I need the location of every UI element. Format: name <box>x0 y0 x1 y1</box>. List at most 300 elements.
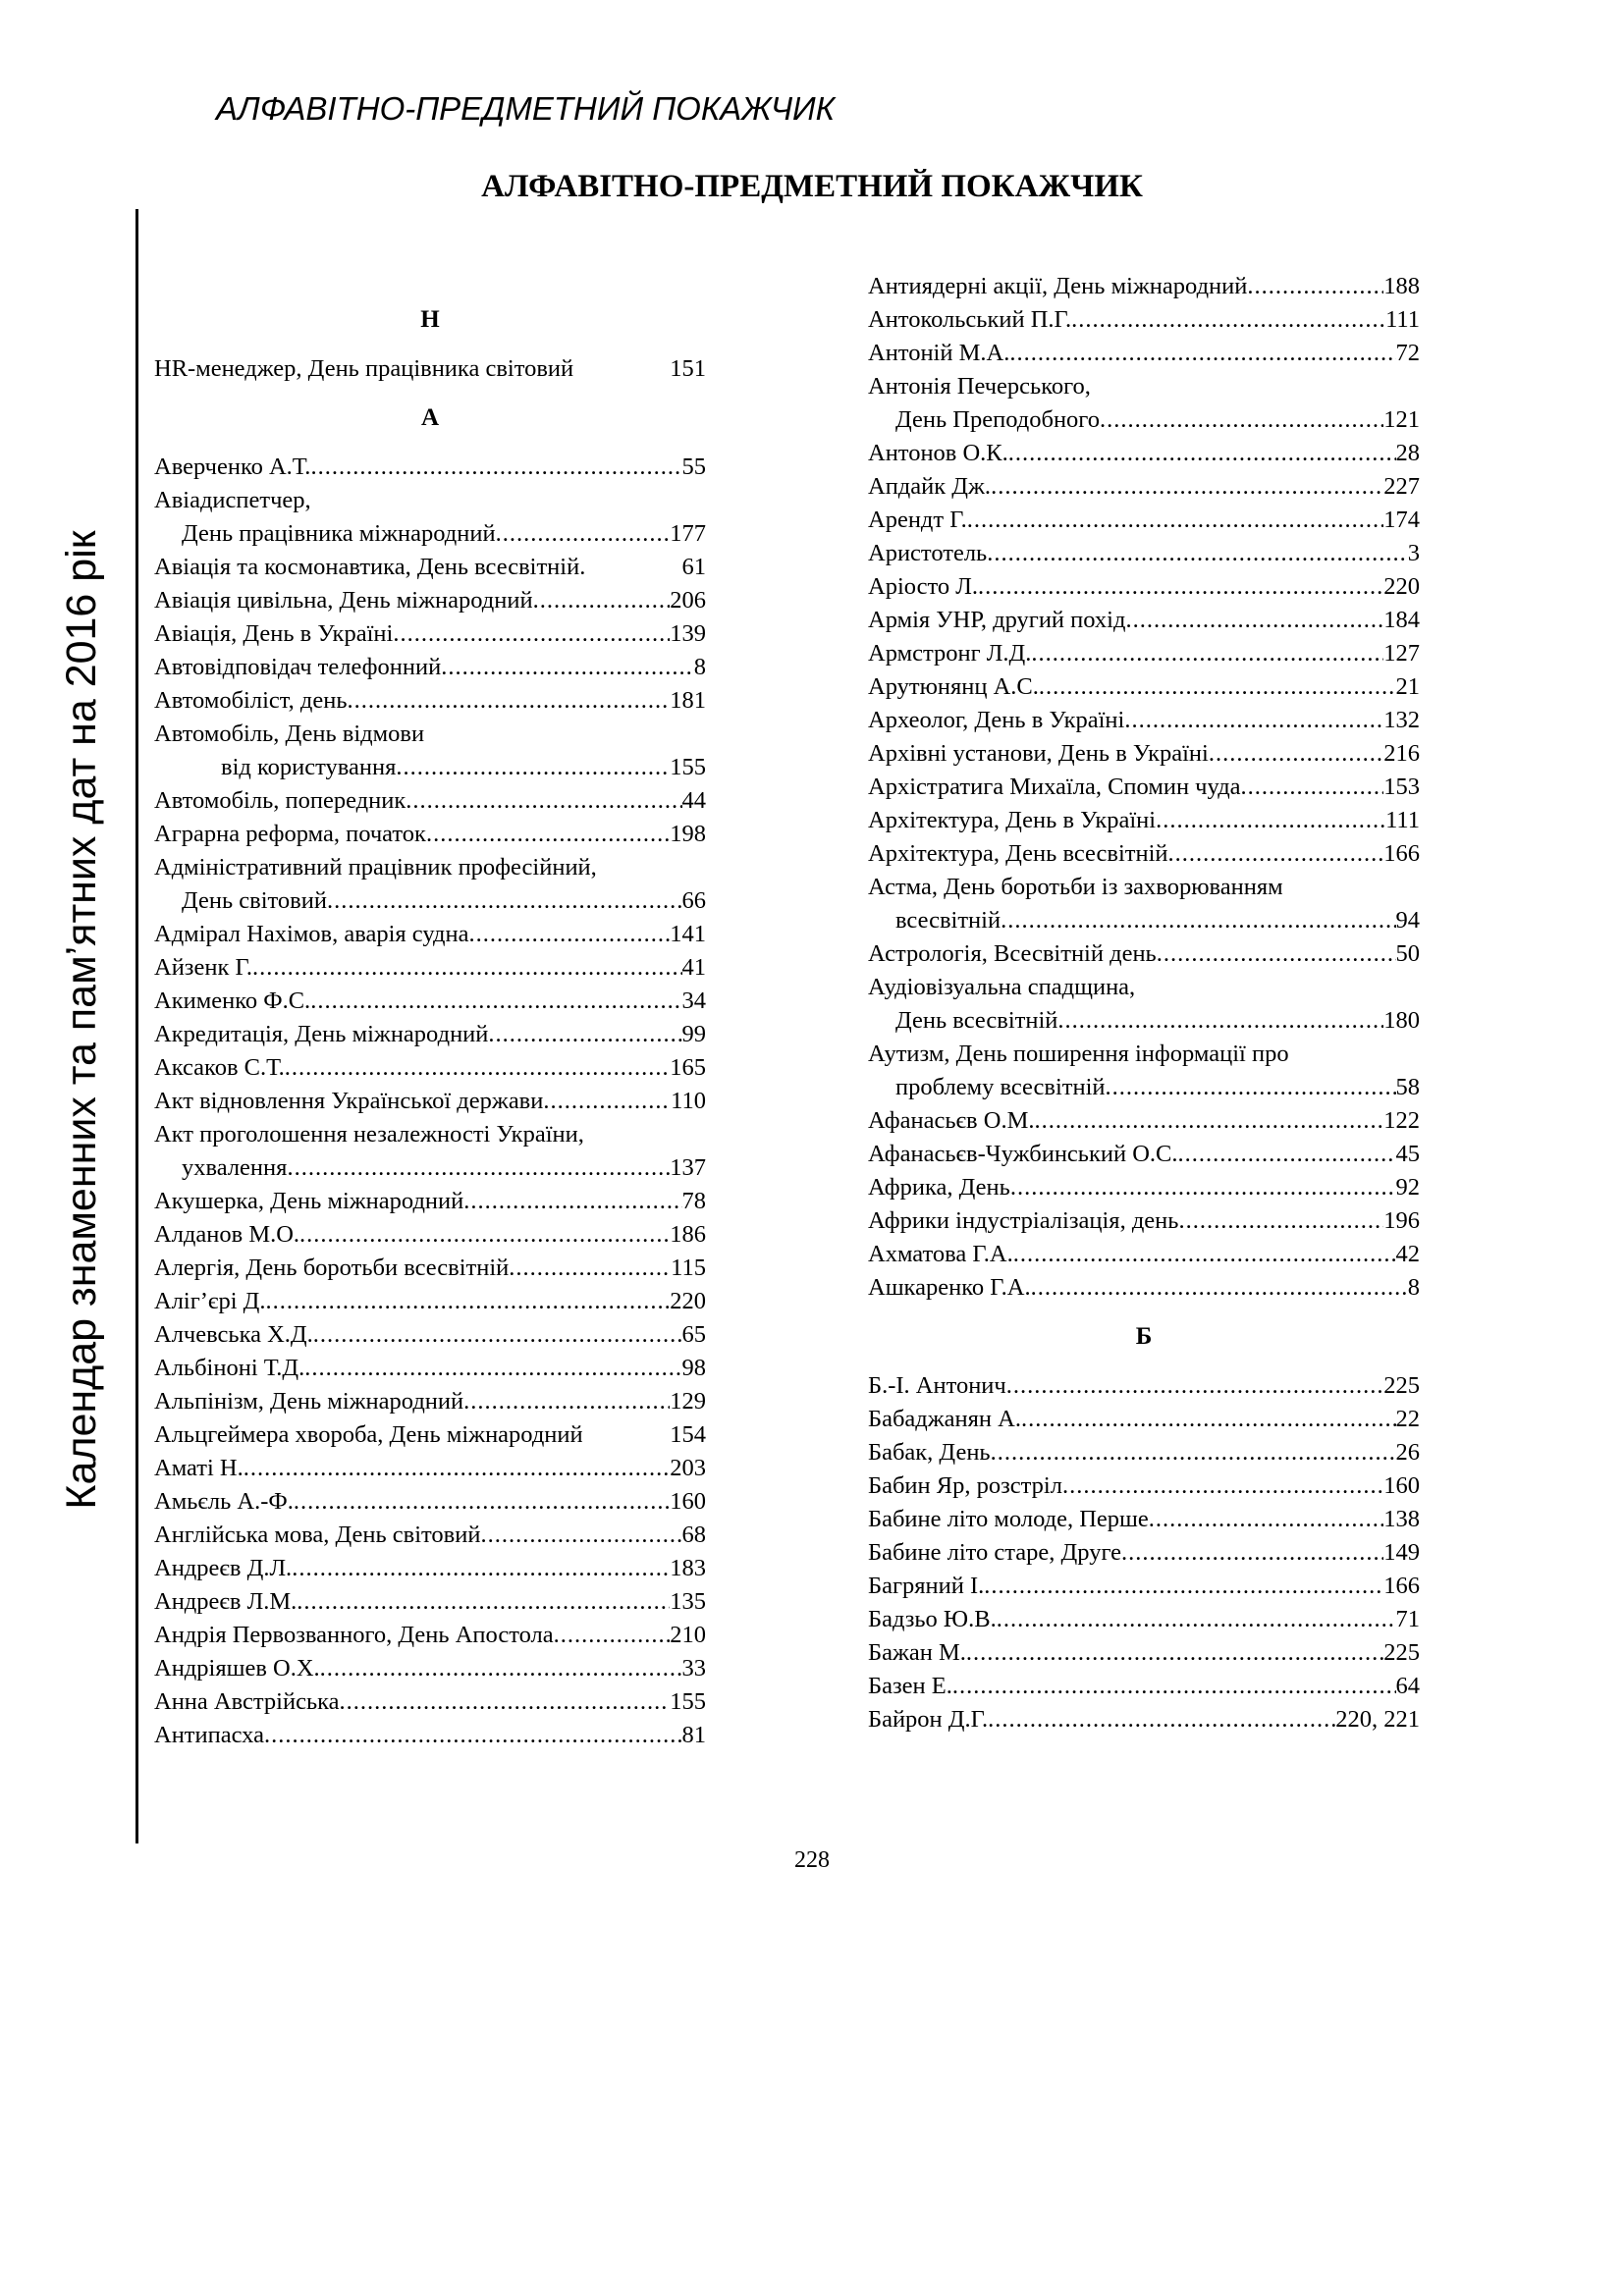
dot-leader <box>348 684 671 718</box>
dot-leader <box>299 1218 670 1252</box>
index-term: Акт відновлення Української держави <box>154 1088 544 1114</box>
index-entry <box>868 637 1420 670</box>
index-term: Андреєв Л.М. <box>154 1588 298 1615</box>
index-page-number: 220 <box>1383 573 1420 600</box>
index-term: Автомобіль, попередник <box>154 787 406 814</box>
index-entry <box>154 784 706 818</box>
index-entry <box>154 1452 706 1485</box>
index-term: Анна Австрійська <box>154 1688 340 1715</box>
index-term: Африки індустріалізація, день <box>868 1207 1179 1234</box>
dot-leader <box>1178 1204 1383 1238</box>
index-entry <box>868 437 1420 470</box>
index-page-number: 94 <box>1395 907 1420 934</box>
index-term: від користування <box>221 754 397 780</box>
index-term: Архівні установи, День в Україні <box>868 740 1209 767</box>
index-term: Афанасьєв-Чужбинський О.С. <box>868 1141 1178 1167</box>
dot-leader <box>292 1552 670 1585</box>
index-entry <box>154 651 706 684</box>
index-page-number: 137 <box>670 1154 706 1181</box>
index-column-left <box>154 303 706 1752</box>
index-entry <box>154 1051 706 1085</box>
index-entry <box>154 1619 706 1652</box>
index-page-number: 220 <box>670 1288 706 1314</box>
index-term: Аграрна реформа, початок <box>154 821 426 847</box>
index-term: Апдайк Дж. <box>868 473 992 500</box>
index-entry <box>868 1536 1420 1570</box>
index-term: Антипасха <box>154 1722 264 1748</box>
index-entry <box>868 1238 1420 1271</box>
index-term: Андріяшев О.Х. <box>154 1655 320 1682</box>
dot-leader <box>488 1018 681 1051</box>
index-term: Автомобіліст, день <box>154 687 348 714</box>
index-page-number: 81 <box>681 1722 706 1748</box>
dot-leader <box>1241 771 1384 804</box>
index-page-number: 166 <box>1383 840 1420 867</box>
index-entry <box>154 584 706 617</box>
index-page-number: 72 <box>1395 340 1420 366</box>
index-entry <box>154 1719 706 1752</box>
index-term: Алданов М.О. <box>154 1221 300 1248</box>
index-term: Акт проголошення незалежності України, <box>154 1121 584 1148</box>
index-term: Бабин Яр, розстріл <box>868 1472 1062 1499</box>
index-entry <box>154 1185 706 1218</box>
index-term: Ашкаренко Г.А. <box>868 1274 1031 1301</box>
dot-leader <box>1034 1104 1383 1138</box>
side-caption: Календар знаменних та пам’ятних дат на 2016 рік <box>58 530 105 1510</box>
dot-leader <box>310 985 681 1018</box>
index-page-number: 177 <box>670 520 706 547</box>
dot-leader <box>991 1436 1396 1469</box>
dot-leader <box>406 784 681 818</box>
index-term: Англійська мова, День світовий <box>154 1522 481 1548</box>
index-page-number: 166 <box>1383 1573 1420 1599</box>
index-page-number: 174 <box>1383 507 1420 533</box>
dot-leader <box>991 470 1383 504</box>
index-page-number: 210 <box>670 1622 706 1648</box>
index-term: Айзенк Г. <box>154 954 253 981</box>
index-term: Антокольський П.Г. <box>868 306 1072 333</box>
index-page-number: 110 <box>671 1088 706 1114</box>
dot-leader <box>1125 604 1383 637</box>
index-entry <box>868 270 1420 303</box>
dot-leader <box>509 1252 671 1285</box>
index-term: Археолог, День в Україні <box>868 707 1125 733</box>
side-rule <box>135 209 138 1843</box>
dot-leader <box>1031 637 1383 670</box>
index-entry <box>868 1469 1420 1503</box>
dot-leader <box>1021 1403 1396 1436</box>
index-entry <box>154 451 706 484</box>
index-term: HR-менеджер, День працівника світовий <box>154 355 574 382</box>
page-title: АЛФАВІТНО-ПРЕДМЕТНИЙ ПОКАЖЧИК <box>481 169 1143 204</box>
dot-leader <box>1071 303 1385 337</box>
index-page-number: 33 <box>681 1655 706 1682</box>
index-entry-continuation <box>154 751 706 784</box>
index-page-number: 186 <box>670 1221 706 1248</box>
index-term: Б.-І. Антонич <box>868 1372 1006 1399</box>
index-term: Бажан М. <box>868 1639 966 1666</box>
running-head: АЛФАВІТНО-ПРЕДМЕТНИЙ ПОКАЖЧИК <box>216 90 836 127</box>
index-term: Армстронг Л.Д. <box>868 640 1032 667</box>
index-entry-continuation <box>868 904 1420 937</box>
dot-leader <box>1031 1271 1408 1305</box>
index-page-number: 8 <box>1407 1274 1420 1301</box>
index-term: Антоній М.А. <box>868 340 1010 366</box>
index-entry <box>154 985 706 1018</box>
index-term: Автовідповідач телефонний <box>154 654 442 680</box>
index-entry <box>154 1318 706 1352</box>
dot-leader <box>1006 1369 1384 1403</box>
index-entry <box>868 1369 1420 1403</box>
dot-leader <box>1157 937 1396 971</box>
index-page-number: 129 <box>670 1388 706 1415</box>
index-entry <box>868 1603 1420 1636</box>
index-term: Байрон Д.Г. <box>868 1706 989 1733</box>
index-entry <box>154 1418 706 1452</box>
index-page-number: 141 <box>670 921 706 947</box>
index-term: Аксаков С.Т. <box>154 1054 285 1081</box>
index-column-right <box>868 270 1420 1736</box>
index-term: Антонов О.К. <box>868 440 1008 466</box>
index-term: Акредитація, День міжнародний <box>154 1021 489 1047</box>
index-term: Астма, День боротьби із захворюванням <box>868 874 1283 900</box>
dot-leader <box>393 617 670 651</box>
index-term: ухвалення <box>182 1154 288 1181</box>
dot-leader <box>988 1703 1335 1736</box>
index-entry <box>868 670 1420 704</box>
index-term: Альпінізм, День міжнародний <box>154 1388 464 1415</box>
index-term: Бабине літо старе, Друге <box>868 1539 1122 1566</box>
index-entry <box>868 1138 1420 1171</box>
index-entry <box>868 1636 1420 1670</box>
dot-leader <box>987 537 1408 570</box>
dot-leader <box>340 1685 671 1719</box>
dot-leader <box>1008 437 1396 470</box>
index-term: Антонія Печерського, <box>868 373 1091 400</box>
index-term: Ахматова Г.А. <box>868 1241 1013 1267</box>
index-term: День всесвітній <box>895 1007 1058 1034</box>
index-term: Альцгеймера хвороба, День міжнародний <box>154 1421 583 1448</box>
index-entry-first-line <box>868 370 1420 403</box>
index-term: Аристотель <box>868 540 988 566</box>
index-page-number: 21 <box>1395 673 1420 700</box>
dot-leader <box>252 951 681 985</box>
index-page-number: 155 <box>670 1688 706 1715</box>
index-page-number: 203 <box>670 1455 706 1481</box>
index-page-number: 225 <box>1383 1372 1420 1399</box>
index-entry-continuation <box>868 403 1420 437</box>
index-page-number: 196 <box>1383 1207 1420 1234</box>
index-term: Багряний І. <box>868 1573 985 1599</box>
index-entry <box>154 1085 706 1118</box>
index-term: Автомобіль, День відмови <box>154 721 425 747</box>
index-page-number: 44 <box>681 787 706 814</box>
index-term: Афанасьєв О.М. <box>868 1107 1035 1134</box>
index-term: День працівника міжнародний <box>182 520 496 547</box>
index-entry <box>868 804 1420 837</box>
dot-leader <box>952 1670 1396 1703</box>
index-term: Алчевська Х.Д. <box>154 1321 313 1348</box>
index-entry <box>868 604 1420 637</box>
index-page-number: 121 <box>1383 406 1420 433</box>
index-page-number: 41 <box>681 954 706 981</box>
index-page-number: 181 <box>670 687 706 714</box>
index-term: Аріосто Л. <box>868 573 978 600</box>
dot-leader <box>543 1085 671 1118</box>
index-entry <box>154 818 706 851</box>
index-term: Архітектура, День всесвітній <box>868 840 1168 867</box>
index-page-number: 149 <box>1383 1539 1420 1566</box>
index-entry <box>154 684 706 718</box>
dot-leader <box>1001 904 1395 937</box>
dot-leader <box>426 818 670 851</box>
index-entry <box>868 1403 1420 1436</box>
dot-leader <box>396 751 670 784</box>
index-entry-first-line <box>154 1118 706 1151</box>
index-entry <box>868 1503 1420 1536</box>
index-entry <box>868 504 1420 537</box>
index-page-number: 160 <box>670 1488 706 1515</box>
page-number: 228 <box>794 1847 830 1873</box>
index-term: Альбіноні Т.Д. <box>154 1355 305 1381</box>
index-page-number: 55 <box>681 454 706 480</box>
index-entry-first-line <box>154 718 706 751</box>
index-entry <box>154 951 706 985</box>
index-entry <box>154 1218 706 1252</box>
index-entry <box>868 570 1420 604</box>
index-page-number: 34 <box>681 988 706 1014</box>
index-entry-continuation <box>154 1151 706 1185</box>
index-entry <box>868 1436 1420 1469</box>
index-page-number: 61 <box>681 554 706 580</box>
index-term: Андреєв Д.Л. <box>154 1555 293 1581</box>
index-entry <box>868 1104 1420 1138</box>
index-term: Бабаджанян А. <box>868 1406 1021 1432</box>
index-entry <box>154 1685 706 1719</box>
index-page-number: 132 <box>1383 707 1420 733</box>
index-page-number: 122 <box>1383 1107 1420 1134</box>
index-term: Аудіовізуальна спадщина, <box>868 974 1136 1000</box>
index-term: Архітектура, День в Україні <box>868 807 1157 833</box>
index-page-number: 64 <box>1395 1673 1420 1699</box>
index-entry <box>154 1385 706 1418</box>
index-term: Авіація та космонавтика, День всесвітній. <box>154 554 586 580</box>
index-entry-continuation <box>868 1004 1420 1038</box>
dot-leader <box>1168 837 1384 871</box>
index-page-number: 139 <box>670 620 706 647</box>
index-term: День світовий <box>182 887 327 914</box>
index-page-number: 42 <box>1395 1241 1420 1267</box>
index-entry <box>868 1570 1420 1603</box>
index-page-number: 98 <box>681 1355 706 1381</box>
dot-leader <box>978 570 1383 604</box>
index-page-number: 188 <box>1383 273 1420 299</box>
index-page-number: 206 <box>670 587 706 614</box>
index-entry <box>868 771 1420 804</box>
index-letter-heading: Б <box>1135 1323 1153 1350</box>
index-term: Аліг’єрі Д. <box>154 1288 266 1314</box>
index-page-number: 8 <box>693 654 706 680</box>
index-entry <box>154 1585 706 1619</box>
dot-leader <box>1039 670 1396 704</box>
index-term: Авіація цивільна, День міжнародний <box>154 587 533 614</box>
index-page-number: 227 <box>1383 473 1420 500</box>
index-entry <box>868 470 1420 504</box>
dot-leader <box>463 1185 681 1218</box>
index-term: Аутизм, День поширення інформації про <box>868 1041 1289 1067</box>
index-page-number: 45 <box>1395 1141 1420 1167</box>
dot-leader <box>1124 704 1383 737</box>
index-term: Арендт Г. <box>868 507 967 533</box>
index-entry-continuation <box>154 517 706 551</box>
index-entry <box>154 551 706 584</box>
index-term: Аматі Н. <box>154 1455 244 1481</box>
index-entry <box>154 1519 706 1552</box>
dot-leader <box>554 1619 671 1652</box>
dot-leader <box>1178 1138 1396 1171</box>
index-page-number: 22 <box>1395 1406 1420 1432</box>
index-entry-first-line <box>154 484 706 517</box>
index-entry-continuation <box>868 1071 1420 1104</box>
dot-leader <box>287 1151 670 1185</box>
dot-leader <box>441 651 694 684</box>
index-page-number: 138 <box>1383 1506 1420 1532</box>
index-term: Амьєль А.-Ф. <box>154 1488 294 1515</box>
index-page-number: 78 <box>681 1188 706 1214</box>
index-term: Адміністративний працівник професійний, <box>154 854 597 881</box>
index-entry <box>868 937 1420 971</box>
index-page-number: 28 <box>1395 440 1420 466</box>
dot-leader <box>984 1570 1383 1603</box>
index-page-number: 165 <box>670 1054 706 1081</box>
index-term: Африка, День <box>868 1174 1010 1201</box>
index-page-number: 225 <box>1383 1639 1420 1666</box>
index-page-number: 71 <box>1395 1606 1420 1632</box>
index-page-number: 66 <box>681 887 706 914</box>
dot-leader <box>496 517 671 551</box>
index-page-number: 111 <box>1385 807 1420 833</box>
index-letter-heading: H <box>420 306 440 333</box>
index-page-number: 198 <box>670 821 706 847</box>
dot-leader <box>1010 1171 1396 1204</box>
index-entry <box>868 1204 1420 1238</box>
dot-leader <box>294 1485 670 1519</box>
dot-leader <box>1149 1503 1383 1536</box>
index-entry <box>154 1018 706 1051</box>
dot-leader <box>1121 1536 1383 1570</box>
index-page-number: 216 <box>1383 740 1420 767</box>
index-entry <box>154 1352 706 1385</box>
index-entry <box>154 918 706 951</box>
index-entry <box>154 1485 706 1519</box>
index-entry <box>154 1252 706 1285</box>
dot-leader <box>533 584 671 617</box>
index-term: Бадзьо Ю.В. <box>868 1606 997 1632</box>
index-page-number: 50 <box>1395 940 1420 967</box>
index-entry <box>154 1652 706 1685</box>
index-term: Акименко Ф.С. <box>154 988 311 1014</box>
index-entry <box>868 1703 1420 1736</box>
index-page-number: 127 <box>1383 640 1420 667</box>
index-entry-first-line <box>868 871 1420 904</box>
dot-leader <box>1100 403 1383 437</box>
index-term: День Преподобного <box>895 406 1100 433</box>
index-term: проблему всесвітній <box>895 1074 1106 1100</box>
dot-leader <box>1156 804 1385 837</box>
dot-leader <box>1013 1238 1396 1271</box>
index-term: Акушерка, День міжнародний <box>154 1188 464 1214</box>
index-entry <box>868 1171 1420 1204</box>
index-entry <box>868 737 1420 771</box>
dot-leader <box>1106 1071 1396 1104</box>
dot-leader <box>480 1519 681 1552</box>
index-page-number: 92 <box>1395 1174 1420 1201</box>
dot-leader <box>967 504 1383 537</box>
index-term: Адмірал Нахімов, аварія судна <box>154 921 469 947</box>
index-page-number: 184 <box>1383 607 1420 633</box>
index-letter-heading: А <box>420 404 440 431</box>
index-term: Алергія, День боротьби всесвітній <box>154 1255 510 1281</box>
index-term: Андрія Первозванного, День Апостола <box>154 1622 554 1648</box>
dot-leader <box>997 1603 1396 1636</box>
dot-leader <box>1057 1004 1383 1038</box>
index-page-number: 111 <box>1385 306 1420 333</box>
dot-leader <box>297 1585 670 1619</box>
dot-leader <box>1209 737 1383 771</box>
index-page-number: 135 <box>670 1588 706 1615</box>
index-term: всесвітній <box>895 907 1001 934</box>
index-entry-first-line <box>868 1038 1420 1071</box>
dot-leader <box>320 1652 682 1685</box>
dot-leader <box>1062 1469 1383 1503</box>
index-term: Архістратига Михаїла, Спомин чуда <box>868 774 1241 800</box>
index-page-number: 183 <box>670 1555 706 1581</box>
index-entry-continuation <box>154 884 706 918</box>
index-page-number: 180 <box>1383 1007 1420 1034</box>
dot-leader <box>463 1385 670 1418</box>
dot-leader <box>244 1452 671 1485</box>
index-term: Бабине літо молоде, Перше <box>868 1506 1149 1532</box>
index-term: Арутюнянц А.С. <box>868 673 1039 700</box>
dot-leader <box>469 918 671 951</box>
index-term: Аверченко А.Т. <box>154 454 311 480</box>
dot-leader <box>1009 337 1395 370</box>
dot-leader <box>285 1051 671 1085</box>
dot-leader <box>966 1636 1383 1670</box>
index-entry <box>868 537 1420 570</box>
index-entry-first-line <box>154 851 706 884</box>
dot-leader <box>327 884 682 918</box>
dot-leader <box>1247 270 1383 303</box>
index-page-number: 153 <box>1383 774 1420 800</box>
index-entry <box>868 303 1420 337</box>
dot-leader <box>310 451 681 484</box>
dot-leader <box>265 1285 670 1318</box>
index-entry <box>868 704 1420 737</box>
index-term: Базен Е. <box>868 1673 952 1699</box>
index-term: Бабак, День <box>868 1439 991 1466</box>
index-entry <box>154 1285 706 1318</box>
index-page-number: 160 <box>1383 1472 1420 1499</box>
index-page-number: 58 <box>1395 1074 1420 1100</box>
index-term: Авіадиспетчер, <box>154 487 311 513</box>
index-page-number: 115 <box>671 1255 706 1281</box>
index-entry <box>868 337 1420 370</box>
index-entry <box>154 352 706 386</box>
index-term: Армія УНР, другий похід <box>868 607 1126 633</box>
index-page-number: 220, 221 <box>1335 1706 1420 1733</box>
index-page-number: 155 <box>670 754 706 780</box>
